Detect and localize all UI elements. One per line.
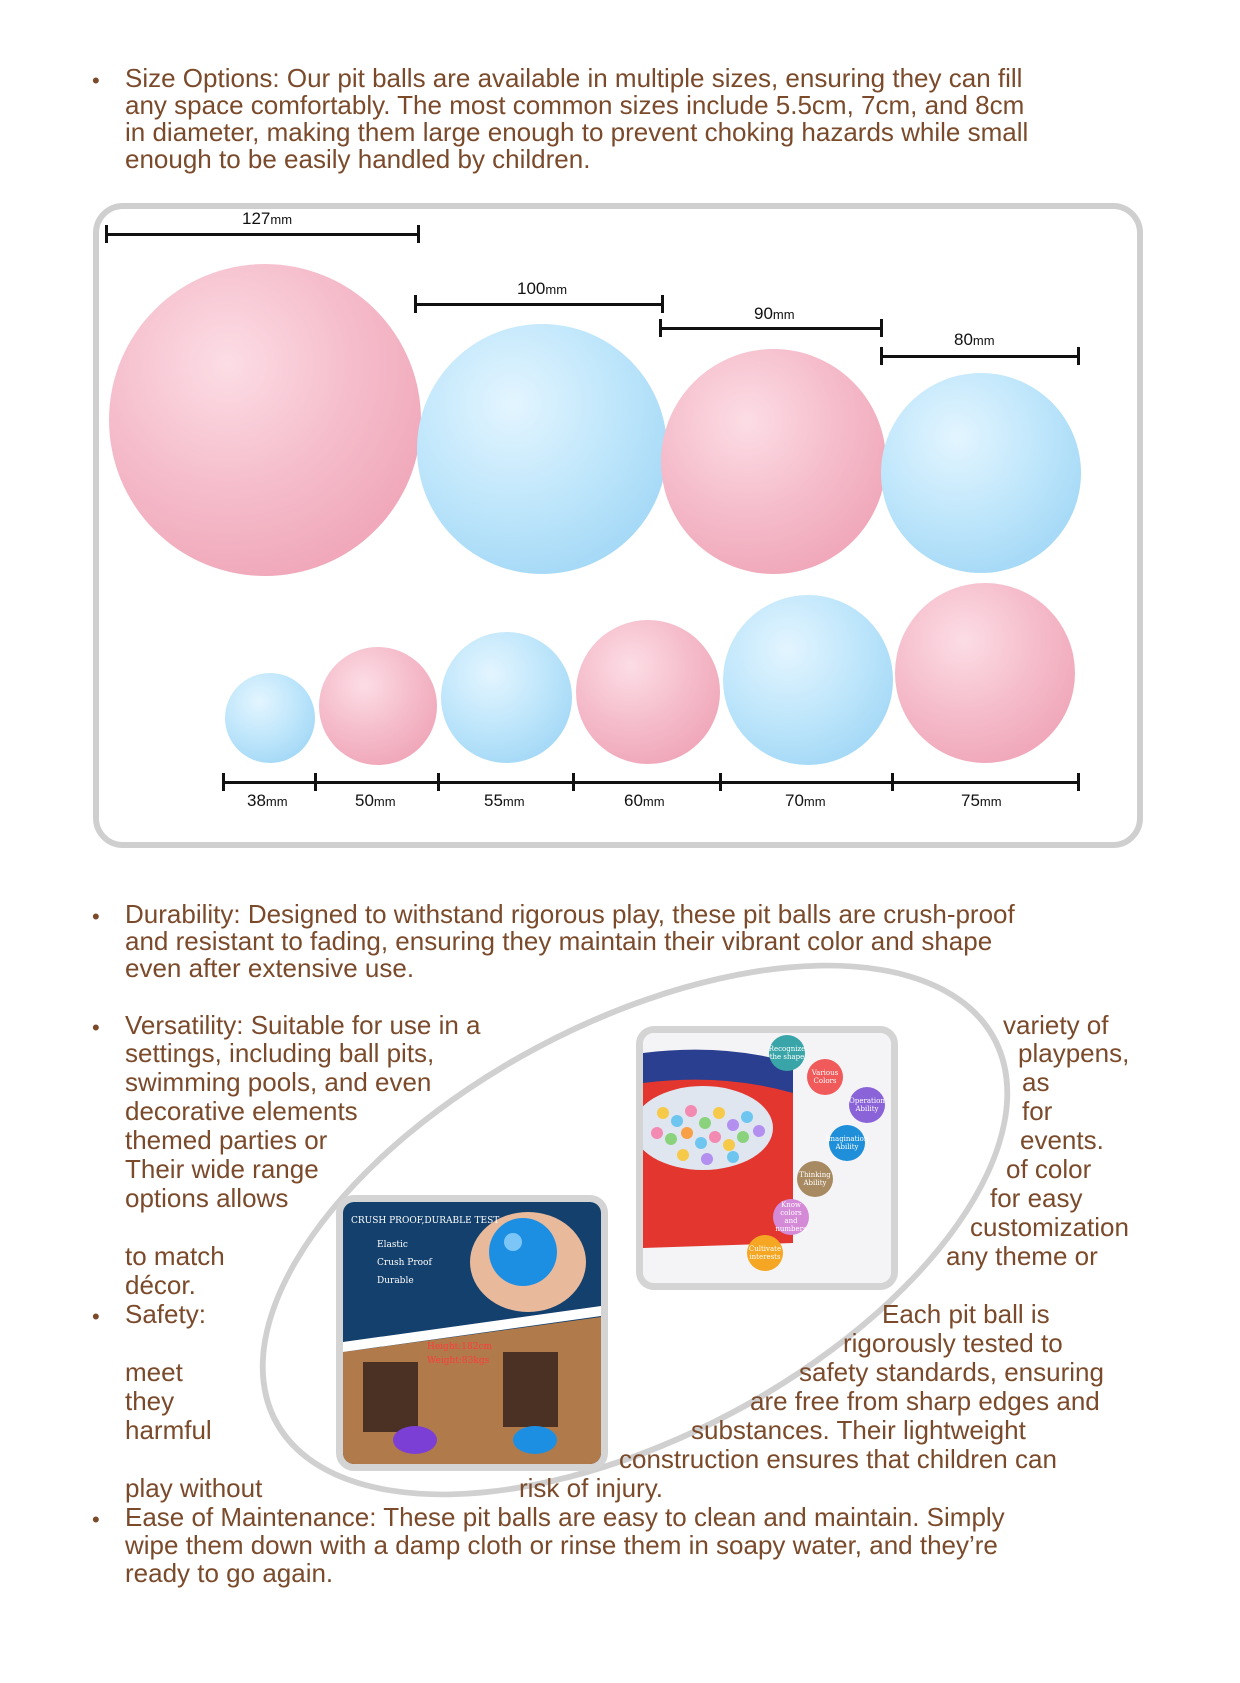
safety-line: Each pit ball is [882, 1299, 1050, 1329]
dimension-cap [880, 319, 883, 337]
dimension-label-60: 60mm [624, 791, 665, 810]
versatility-line: swimming pools, and even [125, 1067, 432, 1097]
dimension-label-80: 80mm [954, 330, 995, 349]
versatility-line: decorative elements [125, 1096, 358, 1126]
safety-line: construction ensures that children can [619, 1444, 1057, 1474]
size-options-line: in diameter, making them large enough to prevent choking hazards while small [125, 117, 1029, 147]
versatility-line: for easy [990, 1183, 1083, 1213]
versatility-line: options allows [125, 1183, 289, 1213]
dimension-label-100: 100mm [517, 279, 568, 298]
dimension-line [880, 355, 1080, 358]
ball-pit-photo [636, 1026, 898, 1290]
dimension-label-70: 70mm [785, 791, 826, 810]
dimension-line [222, 781, 1080, 784]
safety-line: risk of injury. [519, 1473, 663, 1503]
size-chart-frame [93, 203, 1143, 848]
durability-line: even after extensive use. [125, 953, 415, 983]
versatility-line: settings, including ball pits, [125, 1038, 435, 1068]
crush-test-item: Elastic [377, 1240, 408, 1250]
dimension-cap [1077, 347, 1080, 365]
dimension-cap [572, 773, 575, 791]
durability-line: Durability: Designed to withstand rigorous play, these pit balls are crush-proof [125, 899, 1015, 929]
dimension-cap [222, 773, 225, 791]
dimension-label-127: 127mm [242, 209, 293, 228]
dimension-label-55: 55mm [484, 791, 525, 810]
safety-line: meet [125, 1357, 183, 1387]
dimension-label-90: 90mm [754, 304, 795, 323]
dimension-cap [314, 773, 317, 791]
safety-line: play without [125, 1473, 263, 1503]
feature-chip: Various Colors [807, 1059, 843, 1095]
ball-100mm [417, 324, 667, 574]
dimension-cap [661, 295, 664, 313]
versatility-line: as [1022, 1067, 1050, 1097]
size-options-line: Size Options: Our pit balls are available in multiple sizes, ensuring they can fill [125, 63, 1023, 93]
ball-55mm [441, 632, 572, 763]
versatility-line: Versatility: Suitable for use in a [125, 1010, 481, 1040]
versatility-line: any theme or [946, 1241, 1098, 1271]
safety-line: safety standards, ensuring [799, 1357, 1104, 1387]
versatility-line: for [1022, 1096, 1053, 1126]
bullet: • [92, 904, 100, 929]
safety-line: rigorously tested to [843, 1328, 1063, 1358]
safety-line: are free from sharp edges and [750, 1386, 1100, 1416]
feature-chip: Imagination Ability [829, 1125, 865, 1161]
dimension-label-75: 75mm [961, 791, 1002, 810]
dimension-cap [891, 773, 894, 791]
crush-test-item: Crush Proof [377, 1258, 432, 1268]
ball-50mm [319, 647, 437, 765]
ball-75mm [895, 583, 1075, 763]
feature-chip: Cultivate interests [747, 1235, 783, 1271]
dimension-line [659, 327, 883, 330]
safety-line: harmful [125, 1415, 212, 1445]
versatility-line: playpens, [1018, 1038, 1130, 1068]
dimension-cap [659, 319, 662, 337]
ball-80mm [881, 373, 1081, 573]
dimension-line [105, 233, 420, 236]
ball-127mm [109, 264, 421, 576]
safety-line: substances. Their lightweight [691, 1415, 1026, 1445]
ball-38mm [225, 673, 315, 763]
versatility-line: variety of [1003, 1010, 1109, 1040]
dimension-cap [105, 225, 108, 243]
durability-line: and resistant to fading, ensuring they maintain their vibrant color and shape [125, 926, 993, 956]
bullet: • [92, 1015, 100, 1040]
bullet: • [92, 1304, 100, 1329]
ball-70mm [723, 595, 893, 765]
ball-60mm [576, 620, 720, 764]
dimension-cap [719, 773, 722, 791]
versatility-line: themed parties or [125, 1125, 328, 1155]
maintenance-line: wipe them down with a damp cloth or rinse them in soapy water, and they’re [125, 1530, 998, 1560]
maintenance-line: ready to go again. [125, 1558, 334, 1588]
dimension-line [414, 303, 664, 306]
crush-test-header: CRUSH PROOF,DURABLE TEST [351, 1216, 500, 1226]
versatility-line: of color [1006, 1154, 1092, 1184]
dimension-cap [417, 225, 420, 243]
size-options-line: any space comfortably. The most common sizes include 5.5cm, 7cm, and 8cm [125, 90, 1025, 120]
versatility-line: Their wide range [125, 1154, 319, 1184]
size-options-line: enough to be easily handled by children. [125, 144, 591, 174]
safety-line: Safety: [125, 1299, 206, 1329]
feature-chip: Thinking Ability [797, 1161, 833, 1197]
feature-chip: Operation Ability [849, 1087, 885, 1123]
feature-chip: Recognize the shape [769, 1035, 805, 1071]
versatility-line: customization [970, 1212, 1129, 1242]
dimension-cap [437, 773, 440, 791]
crush-test-weight: Weight:83kgs [427, 1356, 490, 1366]
dimension-cap [414, 295, 417, 313]
dimension-cap [880, 347, 883, 365]
versatility-line: to match [125, 1241, 225, 1271]
crush-test-item: Durable [377, 1276, 414, 1286]
bullet: • [92, 68, 100, 93]
crush-test-height: Height:182cm [427, 1342, 493, 1352]
dimension-label-50: 50mm [355, 791, 396, 810]
dimension-cap [1077, 773, 1080, 791]
crush-test-photo [336, 1195, 608, 1471]
versatility-line: décor. [125, 1270, 196, 1300]
dimension-label-38: 38mm [247, 791, 288, 810]
maintenance-line: Ease of Maintenance: These pit balls are easy to clean and maintain. Simply [125, 1502, 1005, 1532]
ball-90mm [661, 349, 886, 574]
bullet: • [92, 1507, 100, 1532]
feature-chip: Know colors and numbers [773, 1199, 809, 1235]
versatility-line: events. [1020, 1125, 1104, 1155]
safety-line: they [125, 1386, 175, 1416]
